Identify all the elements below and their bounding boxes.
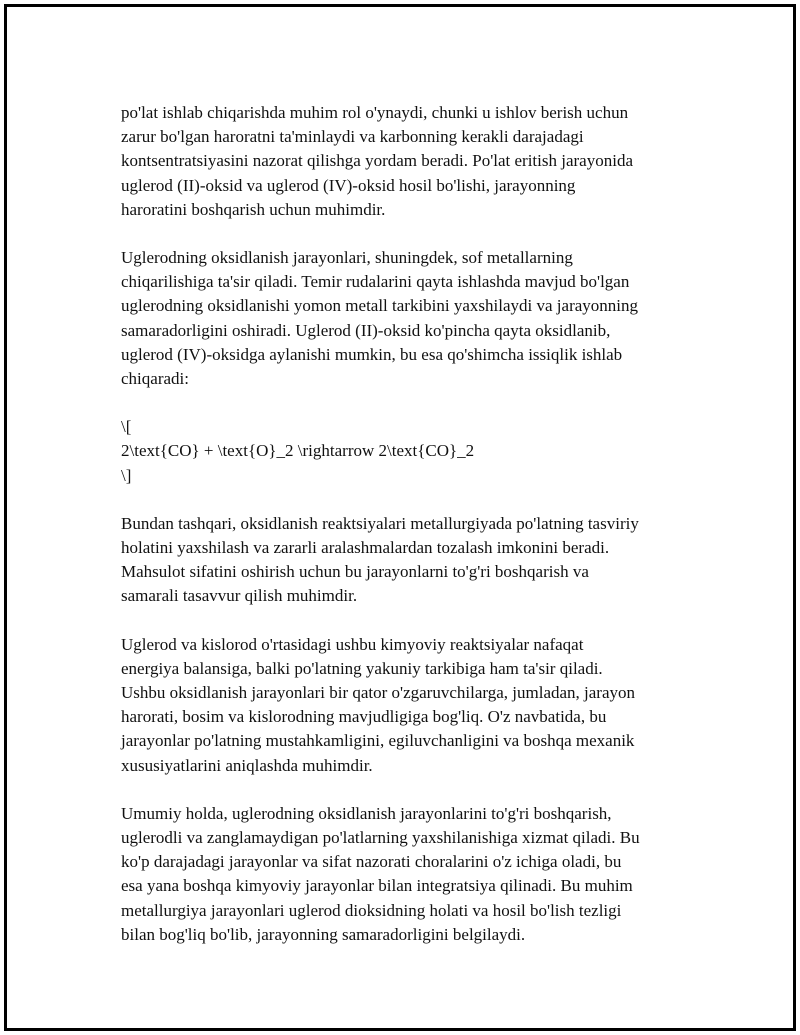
text-line: haroratini boshqarish uchun muhimdir. — [121, 199, 386, 219]
text-line: uglerod (IV)-oksidga aylanishi mumkin, bu esa qo'shimcha issiqlik ishlab — [121, 344, 623, 364]
equation-block — [121, 415, 701, 488]
paragraph-1 — [121, 101, 701, 222]
paragraph-3 — [121, 512, 701, 609]
text-line: samaradorligini oshiradi. Uglerod (II)-oksid ko'pincha qayta oksidlanib, — [121, 320, 611, 340]
text-line: jarayonlar po'latning mustahkamligini, egiluvchanligini va boshqa mexanik — [121, 731, 635, 751]
text-line: harorati, bosim va kislorodning mavjudligiga bog'liq. O'z navbatida, bu — [121, 707, 607, 727]
text-line: esa yana boshqa kimyoviy jarayonlar bilan integratsiya qilinadi. Bu muhim — [121, 876, 633, 896]
paragraph-4 — [121, 633, 701, 778]
text-line: uglerodning oksidlanishi yomon metall tarkibini yaxshilaydi va jarayonning — [121, 296, 638, 316]
text-line: zarur bo'lgan haroratni ta'minlaydi va karbonning kerakli darajadagi — [121, 127, 584, 147]
text-line: uglerod (II)-oksid va uglerod (IV)-oksid hosil bo'lishi, jarayonning — [121, 175, 576, 195]
text-line: ko'p darajadagi jarayonlar va sifat nazorati choralarini o'z ichiga oladi, bu — [121, 852, 622, 872]
text-line: po'lat ishlab chiqarishda muhim rol o'ynaydi, chunki u ishlov berish uchun — [121, 103, 629, 122]
page-frame — [4, 4, 796, 1031]
paragraph-2 — [121, 246, 701, 391]
text-line: xususiyatlarini aniqlashda muhimdir. — [121, 755, 373, 775]
document-body — [121, 101, 701, 971]
text-line: Mahsulot sifatini oshirish uchun bu jarayonlarni to'g'ri boshqarish va — [121, 562, 589, 582]
equation-open-delimiter: \[ — [121, 417, 132, 437]
text-line: Umumiy holda, uglerodning oksidlanish jarayonlarini to'g'ri boshqarish, — [121, 803, 612, 823]
text-line: chiqaradi: — [121, 369, 189, 389]
text-line: samarali tasavvur qilish muhimdir. — [121, 586, 358, 606]
text-line: kontsentratsiyasini nazorat qilishga yordam beradi. Po'lat eritish jarayonida — [121, 151, 633, 171]
text-line: holatini yaxshilash va zararli aralashmalardan tozalash imkonini beradi. — [121, 538, 610, 558]
text-line: uglerodli va zanglamaydigan po'latlarning yaxshilanishiga xizmat qiladi. Bu — [121, 828, 640, 848]
text-line: chiqarilishiga ta'sir qiladi. Temir rudalarini qayta ishlashda mavjud bo'lgan — [121, 272, 630, 292]
text-line: metallurgiya jarayonlari uglerod dioksidning holati va hosil bo'lish tezligi — [121, 900, 622, 920]
equation-close-delimiter: \] — [121, 465, 132, 485]
equation-body: 2\text{CO} + \text{O}_2 \rightarrow 2\text{CO}_2 — [121, 441, 475, 461]
text-line: energiya balansiga, balki po'latning yakuniy tarkibiga ham ta'sir qiladi. — [121, 658, 603, 678]
text-line: Uglerodning oksidlanish jarayonlari, shuningdek, sof metallarning — [121, 248, 573, 268]
text-line: Uglerod va kislorod o'rtasidagi ushbu kimyoviy reaktsiyalar nafaqat — [121, 634, 584, 654]
paragraph-5 — [121, 802, 701, 947]
text-line: Ushbu oksidlanish jarayonlari bir qator o'zgaruvchilarga, jumladan, jarayon — [121, 683, 636, 703]
text-line: Bundan tashqari, oksidlanish reaktsiyalari metallurgiyada po'latning tasviriy — [121, 513, 639, 533]
text-line: bilan bog'liq bo'lib, jarayonning samaradorligini belgilaydi. — [121, 924, 526, 944]
